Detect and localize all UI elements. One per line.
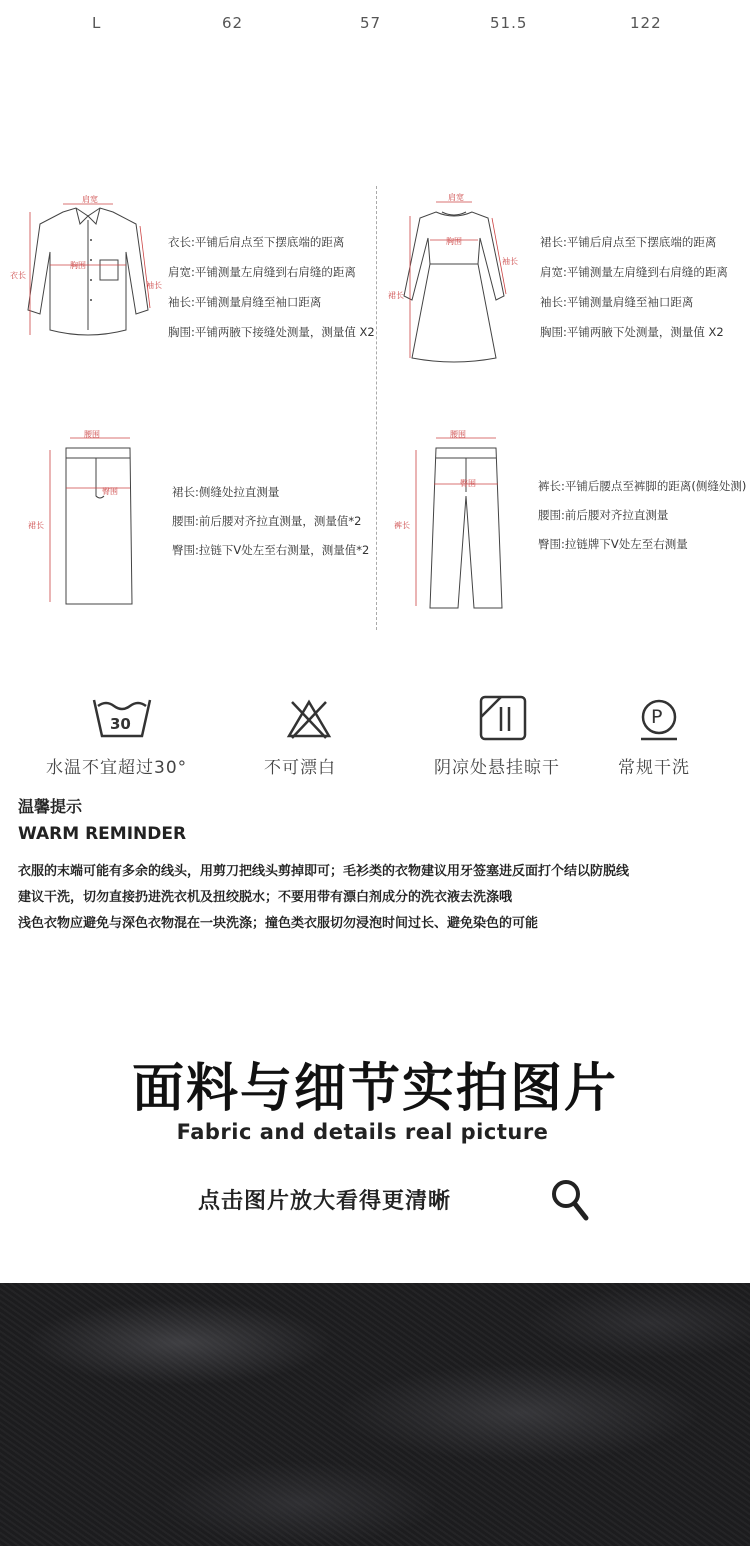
pants-note-1: 裤长:平铺后腰点至裤脚的距离(侧缝处测)	[538, 479, 747, 493]
reminder-line-3: 浅色衣物应避免与深色衣物混在一块洗涤；撞色类衣服切勿浸泡时间过长、避免染色的可能	[18, 916, 539, 931]
skirt-hip-label: 臀围	[102, 487, 118, 496]
detail-section-title: 面料与细节实拍图片	[131, 1059, 618, 1119]
wash-30-icon	[92, 696, 152, 740]
care-label-bleach: 不可漂白	[264, 758, 336, 778]
shirt-sleeve-label: 袖长	[146, 281, 162, 290]
pants-hip-label: 臀围	[460, 479, 476, 488]
reminder-title-en: WARM REMINDER	[18, 824, 187, 844]
pants-note-3: 臀围:拉链牌下V处左至右测量	[538, 537, 688, 551]
skirt-note-1: 裙长:侧缝处拉直测量	[172, 485, 280, 499]
skirt-note-2: 腰围:前后腰对齐拉直测量，测量值*2	[172, 514, 362, 528]
pants-length-label: 裤长	[394, 521, 410, 530]
pants-diagram	[388, 426, 518, 616]
pants-waist-label: 腰围	[450, 430, 466, 439]
magnifier-icon	[550, 1178, 590, 1224]
skirt-diagram	[20, 426, 150, 611]
dry-clean-icon	[638, 698, 680, 742]
no-bleach-icon	[286, 698, 332, 740]
reminder-line-1: 衣服的末端可能有多余的线头，用剪刀把线头剪掉即可；毛衫类的衣物建议用牙签塞进反面打个结以防脱线	[18, 864, 630, 879]
skirt-sketch-icon	[20, 426, 150, 611]
reminder-title: 温馨提示	[18, 797, 83, 816]
fabric-detail-image[interactable]	[0, 1283, 750, 1546]
size-label: L	[92, 14, 102, 32]
dress-length-label: 裙长	[388, 291, 404, 300]
dress-diagram	[384, 186, 524, 366]
skirt-note-3: 臀围:拉链下V处左至右测量，测量值*2	[172, 543, 370, 557]
shirt-note-3: 袖长:平铺测量肩缝至袖口距离	[168, 295, 322, 309]
reminder-line-2: 建议干洗，切勿直接扔进洗衣机及扭绞脱水；不要用带有漂白剂成分的洗衣液去洗涤哦	[18, 890, 513, 905]
care-label-dry: 阴凉处悬挂晾干	[434, 758, 560, 778]
shirt-notes	[168, 234, 375, 354]
detail-section-subtitle: Fabric and details real picture	[176, 1120, 549, 1144]
skirt-length-label: 裙长	[28, 521, 44, 530]
dress-shoulder-label: 肩宽	[448, 193, 464, 202]
skirt-waist-label: 腰围	[84, 430, 100, 439]
size-value-1: 62	[222, 14, 244, 32]
care-label-wash: 水温不宜超过30°	[46, 758, 188, 778]
shirt-chest-label: 胸围	[70, 261, 86, 270]
dress-note-3: 袖长:平铺测量肩缝至袖口距离	[540, 295, 694, 309]
shirt-diagram	[8, 190, 168, 360]
shirt-note-4: 胸围:平铺两腋下接缝处测量，测量值 X2	[168, 325, 375, 339]
dress-chest-label: 胸围	[446, 237, 462, 246]
skirt-notes	[172, 484, 369, 571]
shade-dry-icon	[479, 695, 527, 741]
shirt-shoulder-label: 肩宽	[82, 195, 98, 204]
size-value-2: 57	[360, 14, 382, 32]
dress-note-1: 裙长:平铺后肩点至下摆底端的距离	[540, 235, 717, 249]
size-value-4: 122	[630, 14, 662, 32]
dress-sleeve-label: 袖长	[502, 257, 518, 266]
vertical-divider	[376, 186, 377, 630]
dry-clean-letter: P	[651, 706, 663, 728]
care-label-dryclean: 常规干洗	[618, 758, 690, 778]
click-hint: 点击图片放大看得更清晰	[198, 1189, 452, 1214]
shirt-note-2: 肩宽:平铺测量左肩缝到右肩缝的距离	[168, 265, 356, 279]
pants-note-2: 腰围:前后腰对齐拉直测量	[538, 508, 669, 522]
dress-note-4: 胸围:平铺两腋下处测量，测量值 X2	[540, 325, 724, 339]
size-value-3: 51.5	[490, 14, 528, 32]
pants-notes	[538, 478, 746, 565]
shirt-note-1: 衣长:平铺后肩点至下摆底端的距离	[168, 235, 345, 249]
dress-note-2: 肩宽:平铺测量左肩缝到右肩缝的距离	[540, 265, 728, 279]
shirt-sketch-icon	[8, 190, 168, 360]
dress-sketch-icon	[384, 186, 524, 366]
wash-temp-value: 30	[110, 715, 131, 733]
dress-notes	[540, 234, 728, 354]
shirt-length-label: 衣长	[10, 271, 26, 280]
